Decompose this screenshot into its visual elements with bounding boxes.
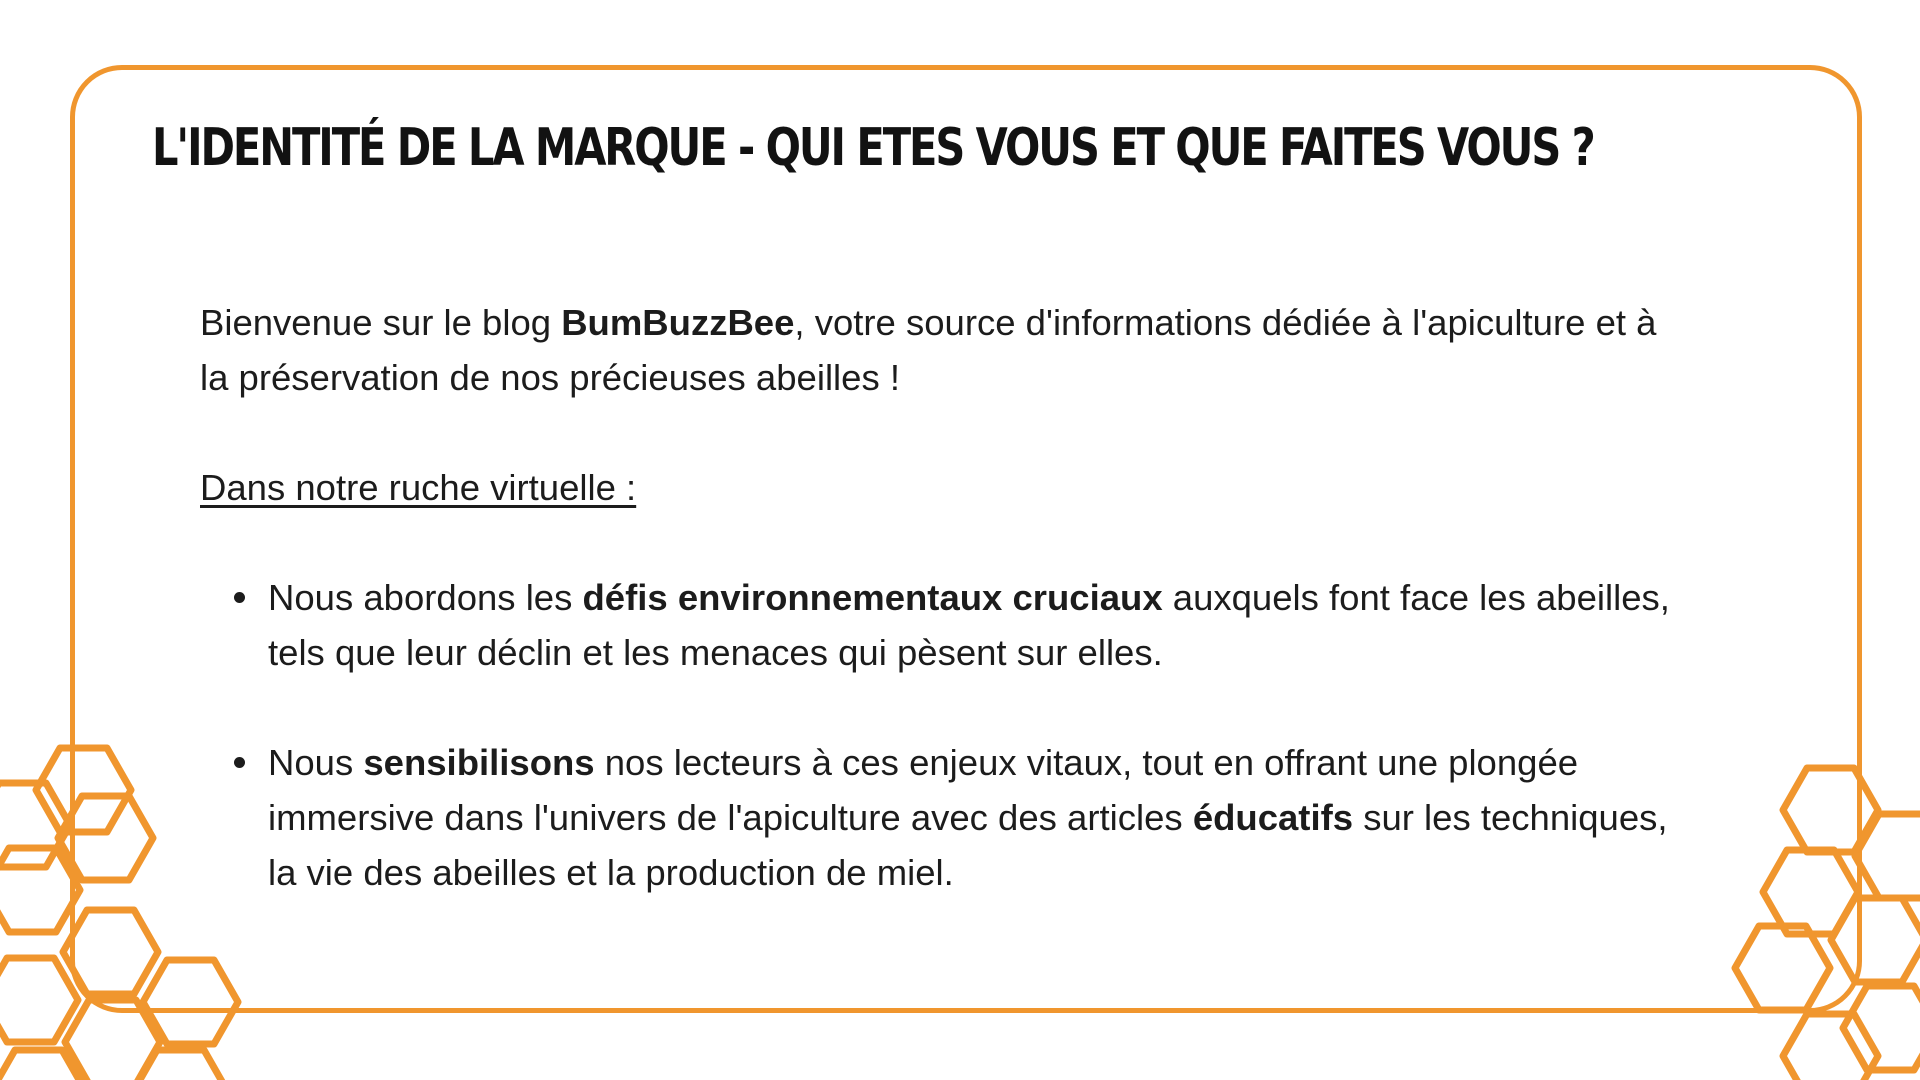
bullet-list — [200, 570, 1680, 900]
brand-name: BumBuzzBee — [561, 302, 795, 343]
section-subheading: Dans notre ruche virtuelle : — [200, 467, 637, 508]
content-body — [200, 295, 1680, 955]
intro-text-start: Bienvenue sur le blog — [200, 302, 562, 343]
bullet-emphasis: défis environnementaux cruciaux — [582, 577, 1163, 618]
list-item — [268, 570, 1680, 680]
bullet-text: Nous — [268, 742, 364, 783]
page-title: L'IDENTITÉ DE LA MARQUE - QUI ETES VOUS ET QUE FAITES VOUS ? — [152, 118, 1594, 178]
bullet-text: nos lecteurs à ces enjeux vitaux, tout en offrant une plongée immersive dans l'univers de l'apiculture avec des articles — [268, 742, 1579, 838]
list-item — [268, 735, 1680, 900]
intro-paragraph — [200, 295, 1680, 405]
bullet-text: Nous abordons les — [268, 577, 583, 618]
intro-text-end: , votre source d'informations dédiée à l'apiculture et à la préservation de nos précieuses abeilles ! — [200, 302, 1657, 398]
bullet-text: sur les techniques, la vie des abeilles et la production de miel. — [268, 797, 1668, 893]
bullet-text: auxquels font face les abeilles, tels que leur déclin et les menaces qui pèsent sur elles. — [268, 577, 1670, 673]
bullet-emphasis: éducatifs — [1192, 797, 1354, 838]
bullet-emphasis: sensibilisons — [363, 742, 595, 783]
